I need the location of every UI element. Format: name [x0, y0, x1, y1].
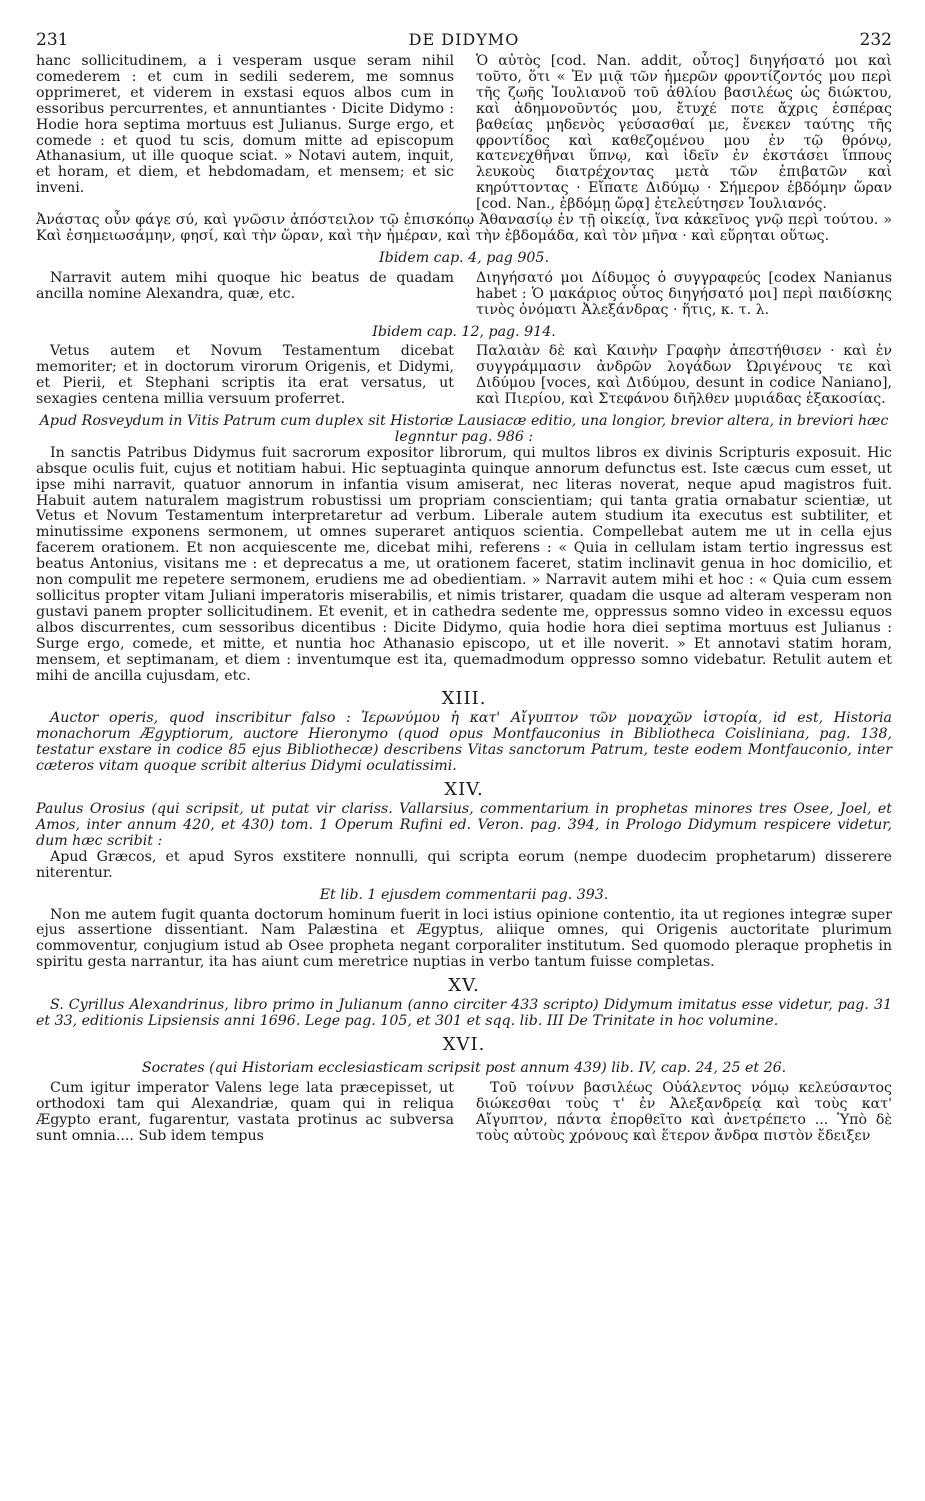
parallel-block-4	[36, 1081, 892, 1145]
section-xiv-text: Paulus Orosius (qui scripsit, ut putat vir clariss. Vallarsius, commentarium in prophetas minores tres Osee, Joel, et Amos, inter annum 420, et 430) tom. 1 Operum Rufini ed. Veron. pag. 394, in Prologo Didymum respicere videtur, dum hæc scribit :	[36, 801, 892, 849]
section-xiv-quote-2: Non me autem fugit quanta doctorum hominum fuerit in loci istius opinione contentio, ita ut regiones integræ super ejus assertione dissentiant. Nam Palæstina et Ægyptus, aliique omnes, qui Origenis auctoritate plurimum commoventur, conjugium istud ab Osee propheta negant corporaliter institutum. Sed quomodo pleraque prophetis in spiritu gesta narrantur, ita has aiunt cum meretrice nuptias in verbo tantum fuisse completas.	[36, 906, 892, 971]
running-header	[36, 30, 892, 52]
section-xiii-text: Auctor operis, quod inscribitur falso : Ἱερωνύμου ἡ κατ' Αἴγυπτον τῶν μοναχῶν ἱστορία, id est, Historia monachorum Ægyptiorum, auctore Hieronymo (quod opus Montfauconius in Bibliotheca Coisliniana, pag. 138, testatur exstare in codice 85 ejus Bibliothecæ) describens Vitas sanctorum Patrum, teste eodem Montfauconio, inter cæteros vitam quoque scribit alterius Didymi oculatissimi.	[36, 710, 892, 775]
latin-column: Cum igitur imperator Valens lege lata præcepisset, ut orthodoxi tam qui Alexandriæ, quam qui in reliqua Ægypto erant, fugarentur, vastata protinus ac subversa sunt omnia.... Sub idem tempus	[36, 1079, 454, 1144]
citation-1: Ibidem cap. 4, pag 905.	[379, 249, 549, 266]
section-heading-xiii: XIII.	[441, 688, 487, 710]
section-heading-xv: XV.	[448, 975, 480, 997]
parallel-block-1	[36, 54, 892, 213]
page	[36, 30, 892, 1144]
citation-2: Ibidem cap. 12, pag. 914.	[372, 323, 556, 340]
section-heading-xvi: XVI.	[442, 1033, 486, 1055]
latin-column: hanc sollicitudinem, a i vesperam usque seram nihil comederem : et cum in sedili sederem, me somnus opprimeret, et viderem in exstasi equos albos cum in essoribus percurrentes, et annuntiantes · Dicite Didymo : Hodie hora septima mortuus est Julianus. Surge ergo, et comede : et quod tu scis, domum mitte ad episcopum Athanasium, ut ille quoque sciat. » Notavi autem, inquit, et horam, et diem, et hebdomadam, et mensem; et sic inveni.	[36, 53, 454, 197]
greek-column: Παλαιὰν δὲ καὶ Καινὴν Γραφὴν ἀπεστήθισεν · καὶ ἐν συγγράμμασιν ἀνδρῶν λογάδων Ὠριγένους τε καὶ Διδύμου [voces, καὶ Διδύμου, desunt in codice Naniano], καὶ Πιερίου, καὶ Στεφάνου διῆλθεν μυριάδας ἑξακοσίας.	[476, 343, 892, 408]
greek-full-paragraph: Ἀνάστας οὖν φάγε σύ, καὶ γνῶσιν ἀπόστειλον τῷ ἐπισκόπῳ Ἀθανασίῳ ἐν τῇ οἰκείᾳ, ἵνα κἀκεῖνος γνῷ περὶ τούτου. » Καὶ ἐσημειωσάμην, φησί, καὶ τὴν ὥραν, καὶ τὴν ἡμέραν, καὶ τὴν ἑβδομάδα, καὶ τὸν μῆνα · καὶ εὕρηται οὕτως.	[36, 212, 892, 244]
page-number-right: 232	[859, 30, 892, 50]
greek-column: Διηγήσατό μοι Δίδυμος ὁ συγγραφεύς [codex Nanianus habet : Ὁ μακάριος οὗτος διηγήσατό μοι] περὶ παιδίσκης τινὸς ὀνόματι Ἀλεξάνδρας · ἥτις, κ. τ. λ.	[476, 269, 892, 318]
citation-3: Et lib. 1 ejusdem commentarii pag. 393.	[319, 886, 609, 903]
section-xiv-quote: Apud Græcos, et apud Syros exstitere nonnulli, qui scripta eorum (nempe duodecim prophetarum) disserere niterentur.	[36, 848, 892, 881]
page-number-left: 231	[36, 30, 69, 50]
apud-heading: Apud Rosveydum in Vitis Patrum cum duplex sit Historiæ Lausiacæ editio, una longior, brevior altera, in breviori hæc legnntur pag. 986 :	[39, 413, 889, 445]
latin-column: Vetus autem et Novum Testamentum dicebat memoriter; et in doctorum virorum Origenis, et Didymi, et Pierii, et Stephani scriptis ita erat versatus, ut sexagies centena millia versuum proferret.	[36, 343, 454, 408]
citation-4: Socrates (qui Historiam ecclesiasticam scripsit post annum 439) lib. IV, cap. 24, 25 et 26.	[141, 1059, 787, 1076]
parallel-block-3	[36, 344, 892, 408]
lausiac-paragraph: In sanctis Patribus Didymus fuit sacrorum expositor librorum, qui multos libros ex divinis Scripturis exposuit. Hic absque oculis fuit, cujus et notitiam habui. Hic septuaginta quinque annorum defunctus est. Iste cæcus cum esset, ut ipse mihi narravit, quatuor annorum in infantia visum amiserat, nec literas noverat, neque apud magistros fuit. Habuit autem naturalem magistrum robustissi um propriam conscientiam; qui tanta gratia ornabatur scientiæ, ut Vetus et Novum Testamentum interpretaretur ad verbum. Liberale autem studium ita executus est subtiliter, et minutissime exponens sermonem, ut omnes superaret antiquos scientia. Compellebat autem me ut in cella ejus facerem orationem. Et non acquiescente me, dicebat mihi, referens : « Quia in cellulam istam tertio ingressus est beatus Antonius, visitans me : et deprecatus a me, ut orationem faceret, statim inclinavit genua in hoc domicilio, et non compulit me repetere sermonem, erudiens me ad obedientiam. » Narravit autem mihi et hoc : « Quia cum essem sollicitus propter vitam Juliani imperatoris miserabilis, et nimis tristarer, quadam die usque ad alteram vesperam non gustavi panem propter sollicitudinem. Et evenit, et in cathedra sedente me, oppressus somno video in excessu equos albos discurrentes, cum sessoribus dicentibus : Dicite Didymo, quia hodie hora diei septima mortuus est Julianus : Surge ergo, comede, et mitte, et nuntia hoc Athanasio episcopo, ut et ille noverit. » Et annotavi statim horam, mensem, et septimanam, et diem : inventumque est ita, quemadmodum oppresso somno videbatur. Retulit autem et mihi de ancilla cujusdam, etc.	[36, 444, 892, 684]
latin-column: Narravit autem mihi quoque hic beatus de quadam ancilla nomine Alexandra, quæ, etc.	[36, 269, 454, 302]
parallel-block-2	[36, 271, 892, 319]
section-xv-text: S. Cyrillus Alexandrinus, libro primo in Julianum (anno circiter 433 scripto) Didymum imitatus esse videtur, pag. 31 et 33, editionis Lipsiensis anni 1696. Lege pag. 105, et 301 et sqq. lib. III De Trinitate in hoc volumine.	[36, 997, 892, 1030]
section-heading-xiv: XIV.	[444, 779, 484, 801]
greek-column: Ὁ αὐτὸς [cod. Nan. addit, οὗτος] διηγήσατό μοι καὶ τοῦτο, ὅτι « Ἐν μιᾷ τῶν ἡμερῶν φροντίζοντός μου περὶ τῆς ζωῆς Ἰουλιανοῦ τοῦ ἀθλίου βασιλέως ὡς διώκτου, καὶ ἀδημονοῦντός μου, ἔτυχέ ποτε ἄχρις ἑσπέρας βαθείας μηδενὸς γεύσασθαί με, ἕνεκεν ταύτης τῆς φροντίδος καὶ καθεζομένου μου ἐν τῷ θρόνῳ, κατενεχθῆναι ὕπνῳ, καὶ ἰδεῖν ἐν ἐκστάσει ἵππους λευκοὺς διατρέχοντας μετὰ τῶν ἐπιβατῶν καὶ κηρύττοντας · Εἴπατε Διδύμῳ · Σήμερον ἑβδόμην ὥραν [cod. Nan., ἑβδόμῃ ὥρᾳ] ἐτελεύτησεν Ἰουλιανός.	[476, 53, 892, 213]
running-title: DE DIDYMO	[408, 30, 520, 49]
greek-column: Τοῦ τοίνυν βασιλέως Οὐάλεντος νόμῳ κελεύσαντος διώκεσθαι τοὺς τ' ἐν Ἀλεξανδρείᾳ καὶ τοὺς κατ' Αἴγυπτον, πάντα ἐπορθεῖτο καὶ ἀνετρέπετο ... Ὑπὸ δὲ τοὺς αὐτοὺς χρόνους καὶ ἕτερον ἄνδρα πιστὸν ἔδειξεν	[476, 1079, 892, 1144]
